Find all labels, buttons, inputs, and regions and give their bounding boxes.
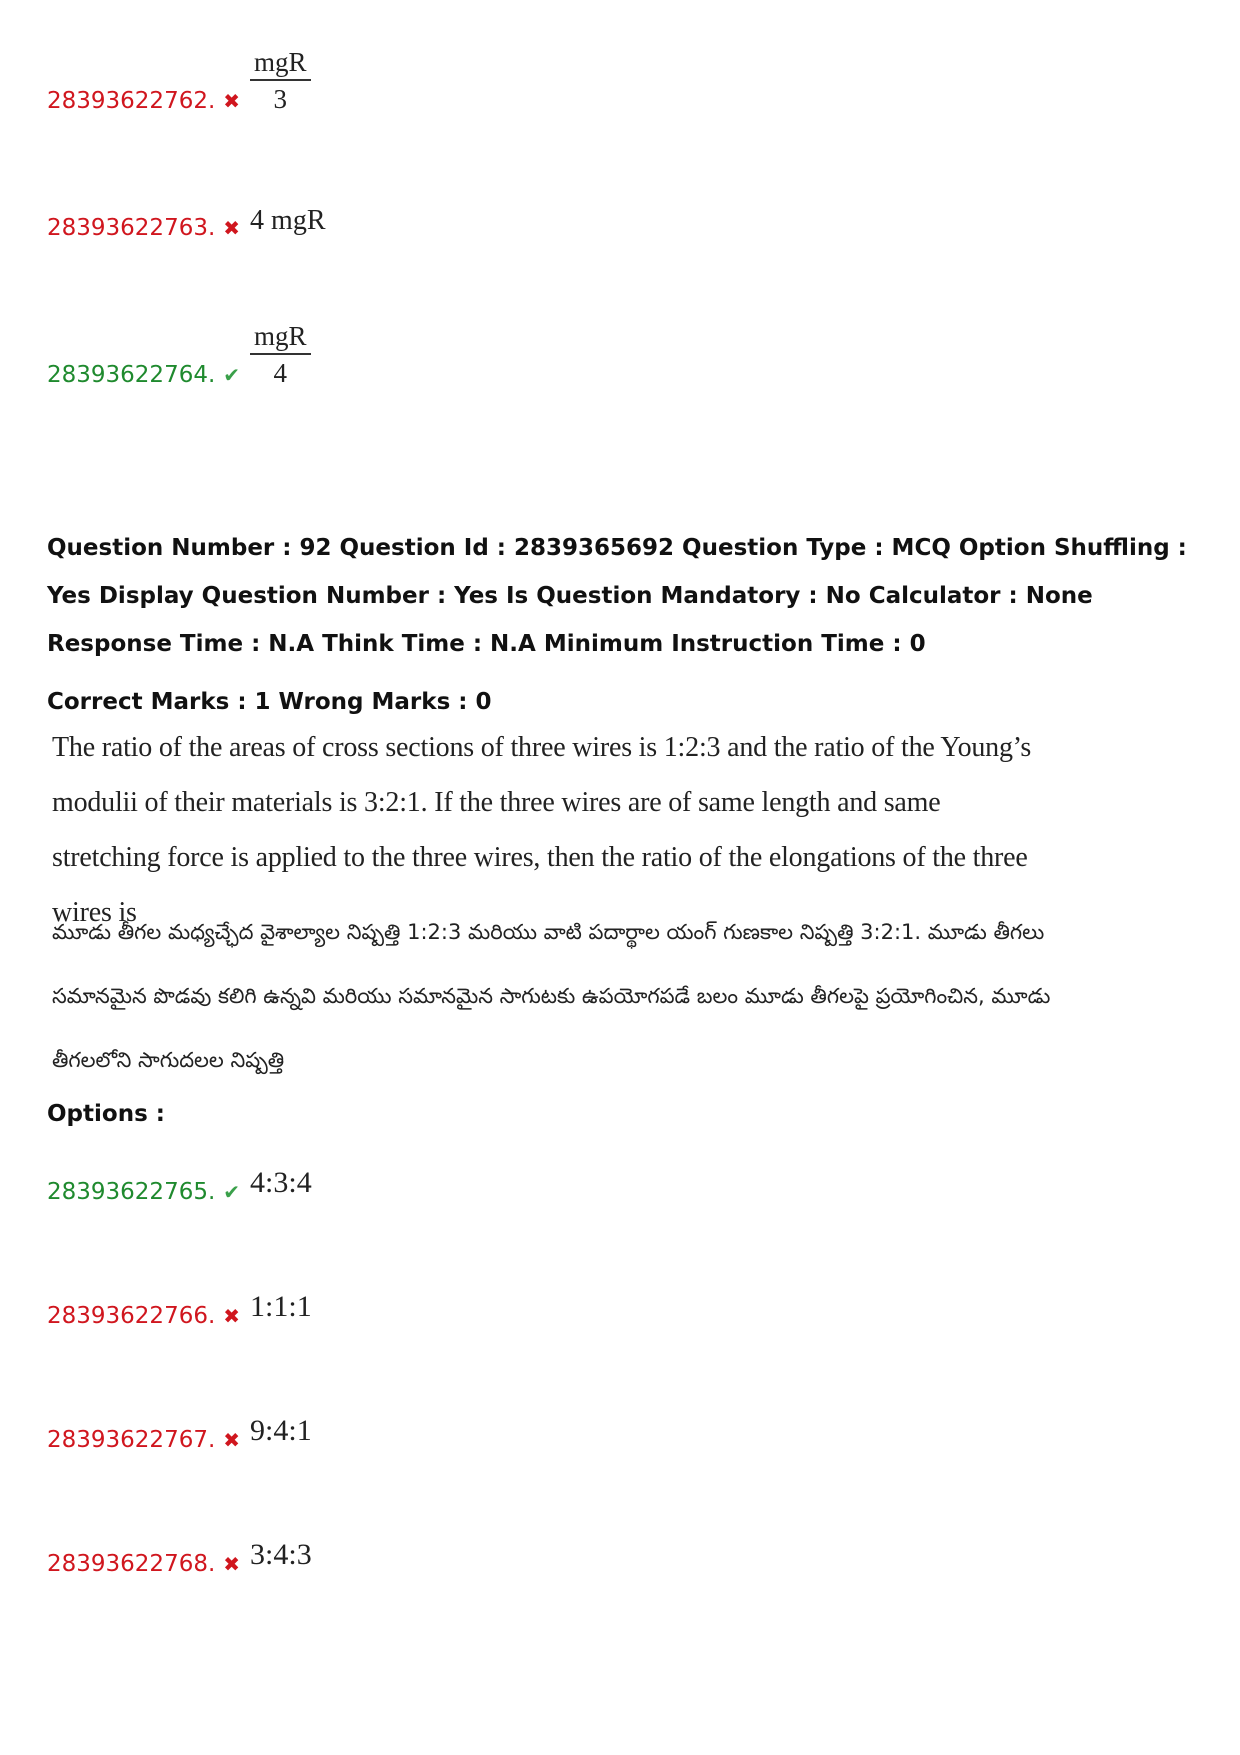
option-row [47, 320, 311, 389]
cross-icon: ✖ [223, 89, 241, 113]
option-row [47, 1414, 312, 1454]
check-icon: ✔ [223, 1180, 241, 1204]
fraction-denominator: 4 [273, 358, 288, 388]
cross-icon: ✖ [223, 1428, 241, 1452]
fraction-numerator: mgR [250, 320, 311, 355]
cross-icon: ✖ [223, 1552, 241, 1576]
question-text-english: The ratio of the areas of cross sections of three wires is 1:2:3 and the ratio of the Young’s modulii of their materials is 3:2:1. If the three wires are of same length and same stretching force is applied to the three wires, then the ratio of the elongations of the three wires is [52, 732, 1032, 928]
cross-icon: ✖ [223, 216, 241, 240]
check-icon: ✔ [223, 363, 241, 387]
option-answer-fraction [250, 46, 311, 115]
cross-icon: ✖ [223, 1304, 241, 1328]
options-label: Options : [47, 1101, 165, 1127]
option-id: 28393622766. [47, 1303, 216, 1329]
option-id: 28393622768. [47, 1551, 216, 1577]
option-id: 28393622762. [47, 88, 216, 114]
option-row [47, 46, 311, 115]
option-row [47, 1290, 312, 1330]
option-answer: 1:1:1 [250, 1290, 312, 1323]
option-id: 28393622767. [47, 1427, 216, 1453]
option-answer: 3:4:3 [250, 1538, 312, 1571]
question-text-telugu: మూడు తీగల మధ్యచ్ఛేద వైశాల్యాల నిష్పత్తి 1:2:3 మరియు వాటి పదార్థాల యంగ్ గుణకాల నిష్పత్తి 3:2:1. మూడు తీగలు సమానమైన పొడవు కలిగి ఉన్నవి మరియు సమానమైన సాగుటకు ఉపయోగపడే బలం మూడు తీగలపై ప్రయోగించిన, మూడు తీగలలోని సాగుదలల నిష్పత్తి [52, 920, 1051, 1072]
question-marks: Correct Marks : 1 Wrong Marks : 0 [47, 689, 492, 715]
option-answer: 4:3:4 [250, 1166, 312, 1199]
option-row [47, 1538, 312, 1578]
option-id: 28393622764. [47, 362, 216, 388]
option-id: 28393622763. [47, 215, 216, 241]
option-answer-fraction [250, 320, 311, 389]
option-row [47, 205, 326, 242]
fraction-denominator: 3 [273, 84, 288, 114]
option-row [47, 1166, 312, 1206]
option-answer: 9:4:1 [250, 1414, 312, 1447]
option-id: 28393622765. [47, 1179, 216, 1205]
option-answer: 4 mgR [250, 205, 326, 236]
fraction-numerator: mgR [250, 46, 311, 81]
question-meta: Question Number : 92 Question Id : 2839365692 Question Type : MCQ Option Shuffling : Yes Display Question Number : Yes Is Question Mandatory : No Calculator : None Response Time : N.A Think Time : N.A Minimum Instruction Time : 0 [47, 535, 1187, 657]
